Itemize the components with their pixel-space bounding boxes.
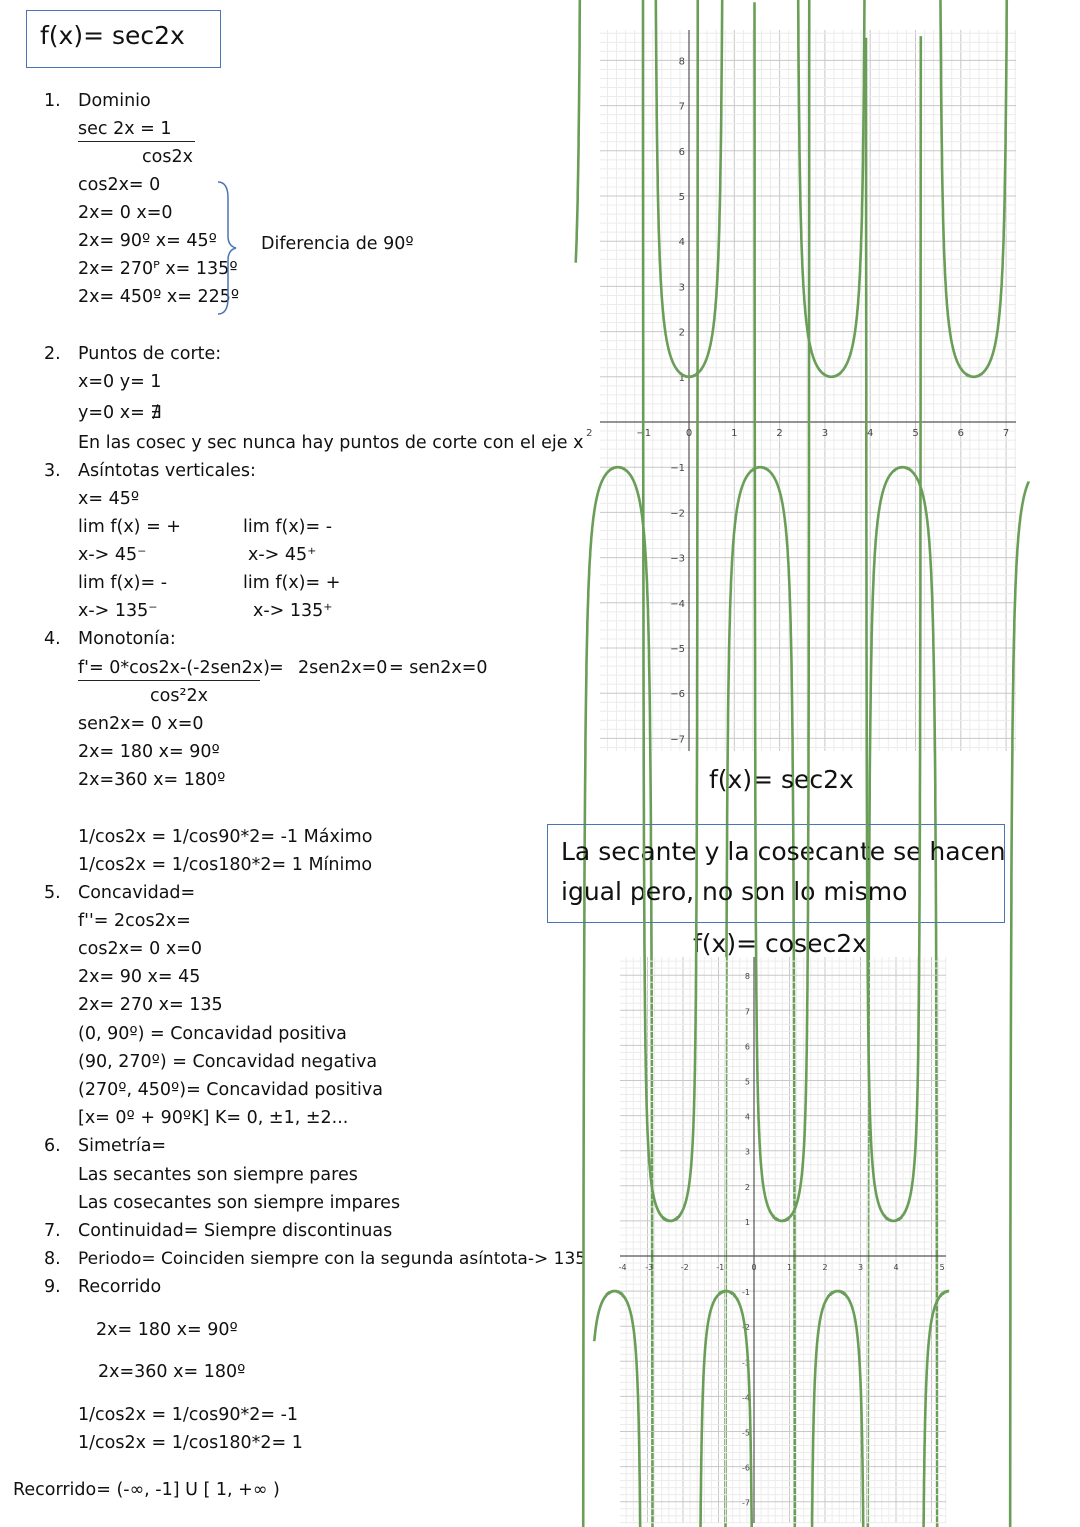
section-number: 8. xyxy=(44,1249,61,1269)
y-tick-label: -5 xyxy=(742,1428,750,1438)
section-heading: Dominio xyxy=(78,91,151,111)
text-line: f'= 0*cos2x-(-2sen2x) xyxy=(78,657,260,681)
x-tick-label: -1 xyxy=(716,1263,725,1272)
y-tick-label: 5 xyxy=(678,192,685,203)
page-title: f(x)= sec2x xyxy=(40,21,185,50)
y-tick-label: 2 xyxy=(678,327,685,339)
text-line: (270º, 450º)= Concavidad positiva xyxy=(78,1080,383,1100)
y-tick-label: 6 xyxy=(678,146,685,158)
text-line: 2x= 450º x= 225º xyxy=(78,287,240,307)
text-line: x-> 135⁻ xyxy=(78,601,158,621)
text-line: (90, 270º) = Concavidad negativa xyxy=(78,1052,378,1072)
y-tick-label: -6 xyxy=(742,1463,750,1473)
y-tick-label: -7 xyxy=(742,1498,750,1508)
text-line: lim f(x) = + xyxy=(78,517,181,537)
brace-label: Diferencia de 90º xyxy=(261,234,414,254)
text-line: cos²2x xyxy=(150,686,208,706)
y-tick-label: -1 xyxy=(742,1288,750,1298)
text-line: 2x= 270 x= 135 xyxy=(78,995,223,1015)
section-number: 6. xyxy=(44,1136,61,1156)
x-tick-label: 6 xyxy=(957,428,964,439)
text-line: Las secantes son siempre pares xyxy=(78,1165,358,1185)
text-line xyxy=(78,657,270,681)
graph-caption-cosec: f(x)= cosec2x xyxy=(693,929,867,958)
x-tick-label: 0 xyxy=(751,1263,757,1272)
text-line: 2x= 180 x= 90º xyxy=(78,742,220,762)
text-line: = xyxy=(269,658,284,678)
x-tick-label: -2 xyxy=(680,1263,689,1272)
text-line: 2x=360 x= 180º xyxy=(78,770,226,790)
section-heading: Recorrido xyxy=(78,1277,162,1297)
y-tick-label: 2 xyxy=(744,1182,750,1192)
y-tick-label: 5 xyxy=(744,1077,750,1087)
x-tick-label: 2 xyxy=(776,428,783,439)
text-line: 1/cos2x = 1/cos180*2= 1 xyxy=(78,1433,303,1453)
x-tick-label: -3 xyxy=(645,1263,654,1272)
x-tick-label: 2 xyxy=(586,428,593,439)
section-heading: Puntos de corte: xyxy=(78,344,222,364)
section-number: 7. xyxy=(44,1221,61,1241)
x-tick-label: -4 xyxy=(618,1263,627,1272)
text-line: x-> 135⁺ xyxy=(253,601,333,621)
y-tick-label: 3 xyxy=(744,1147,750,1157)
text-line: cos2x xyxy=(142,147,193,167)
x-tick-label: 5 xyxy=(939,1263,945,1272)
x-tick-label: −1 xyxy=(636,428,652,439)
y-tick-label: −6 xyxy=(670,689,685,701)
y-tick-label: 7 xyxy=(744,1007,750,1017)
section-heading: Monotonía: xyxy=(78,629,176,649)
note-line-2: igual pero, no son lo mismo xyxy=(561,877,908,906)
x-tick-label: 7 xyxy=(1002,428,1010,439)
text-line: Las cosecantes son siempre impares xyxy=(78,1193,401,1213)
graph-caption-sec: f(x)= sec2x xyxy=(709,765,854,794)
text-line: 2x= 270ᴾ x= 135º xyxy=(78,259,238,279)
y-tick-label: 8 xyxy=(744,972,750,982)
y-tick-label: -4 xyxy=(742,1393,750,1403)
text-line xyxy=(78,118,195,142)
section-heading: Asíntotas verticales: xyxy=(78,461,256,481)
text-line: x-> 45⁻ xyxy=(78,545,147,565)
text-line: [x= 0º + 90ºK] K= 0, ±1, ±2... xyxy=(78,1108,349,1128)
text-line: lim f(x)= + xyxy=(243,573,341,593)
y-tick-label: −4 xyxy=(670,598,685,610)
y-tick-label: 6 xyxy=(744,1042,750,1052)
text-line: lim f(x)= - xyxy=(243,517,333,537)
text-line: lim f(x)= - xyxy=(78,573,168,593)
text-line: En las cosec y sec nunca hay puntos de corte con el eje x xyxy=(78,433,584,453)
x-tick-label: 4 xyxy=(867,428,874,439)
text-line: 2x=360 x= 180º xyxy=(98,1362,246,1382)
x-tick-label: 4 xyxy=(893,1263,899,1272)
text-line: cos2x= 0 xyxy=(78,175,161,195)
section-number: 9. xyxy=(44,1277,61,1297)
x-tick-label: 1 xyxy=(786,1263,793,1272)
text-line: f''= 2cos2x= xyxy=(78,911,191,931)
x-tick-label: 2 xyxy=(822,1263,828,1272)
section-heading: Periodo= Coinciden siempre con la segunda asíntota-> 135 xyxy=(78,1249,587,1269)
text-line: x=0 y= 1 xyxy=(78,372,162,392)
x-tick-label: 5 xyxy=(912,428,919,439)
x-tick-label: 3 xyxy=(857,1263,864,1272)
text-line: x= 45º xyxy=(78,489,140,509)
y-tick-label: −2 xyxy=(670,508,685,520)
recorrido-result: Recorrido= (-∞, -1] U [ 1, +∞ ) xyxy=(13,1480,280,1500)
section-number: 4. xyxy=(44,629,61,649)
y-tick-label: −7 xyxy=(670,734,685,746)
text-line: sen2x= 0 x=0 xyxy=(78,714,204,734)
text-line: 1/cos2x = 1/cos90*2= -1 Máximo xyxy=(78,827,373,847)
text-line: cos2x= 0 x=0 xyxy=(78,939,203,959)
text-line: 2x= 90º x= 45º xyxy=(78,231,217,251)
text-line: sec 2x = 1 xyxy=(78,118,195,142)
section-number: 2. xyxy=(44,344,61,364)
text-line: (0, 90º) = Concavidad positiva xyxy=(78,1024,347,1044)
x-tick-label: 0 xyxy=(685,428,693,439)
y-tick-label: 3 xyxy=(678,282,685,294)
section-heading: Continuidad= Siempre discontinuas xyxy=(78,1221,393,1241)
y-tick-label: −5 xyxy=(670,644,685,655)
y-tick-label: −3 xyxy=(670,553,685,565)
section-heading: Simetría= xyxy=(78,1136,167,1156)
text-line: 1/cos2x = 1/cos180*2= 1 Mínimo xyxy=(78,855,373,875)
text-line: 2sen2x=0 xyxy=(298,658,388,678)
text-line: 2x= 0 x=0 xyxy=(78,203,173,223)
y-tick-label: -3 xyxy=(742,1358,750,1368)
x-tick-label: 3 xyxy=(821,428,829,439)
text-line: 2x= 180 x= 90º xyxy=(96,1320,238,1340)
section-number: 5. xyxy=(44,883,61,903)
text-line: 2x= 90 x= 45 xyxy=(78,967,201,987)
cosec-graph xyxy=(620,957,946,1523)
y-tick-label: 1 xyxy=(678,372,685,384)
text-line: y=0 x= ∄ xyxy=(78,403,162,423)
section-number: 3. xyxy=(44,461,61,481)
text-line: = sen2x=0 xyxy=(389,658,488,678)
text-line: 1/cos2x = 1/cos90*2= -1 xyxy=(78,1405,299,1425)
section-number: 1. xyxy=(44,91,61,111)
note-box xyxy=(547,824,1005,923)
y-tick-label: 4 xyxy=(678,237,685,249)
section-heading: Concavidad= xyxy=(78,883,196,903)
y-tick-label: 8 xyxy=(678,56,685,68)
text-line: x-> 45⁺ xyxy=(248,545,317,565)
y-tick-label: 4 xyxy=(744,1112,750,1122)
x-tick-label: 1 xyxy=(731,428,738,439)
y-tick-label: 1 xyxy=(744,1217,750,1227)
y-tick-label: −1 xyxy=(670,463,685,475)
y-tick-label: 7 xyxy=(678,101,685,113)
note-line-1: La secante y la cosecante se hacen xyxy=(561,837,1006,866)
curly-brace xyxy=(214,178,244,318)
title-box xyxy=(26,10,221,68)
y-tick-label: -2 xyxy=(742,1323,750,1333)
